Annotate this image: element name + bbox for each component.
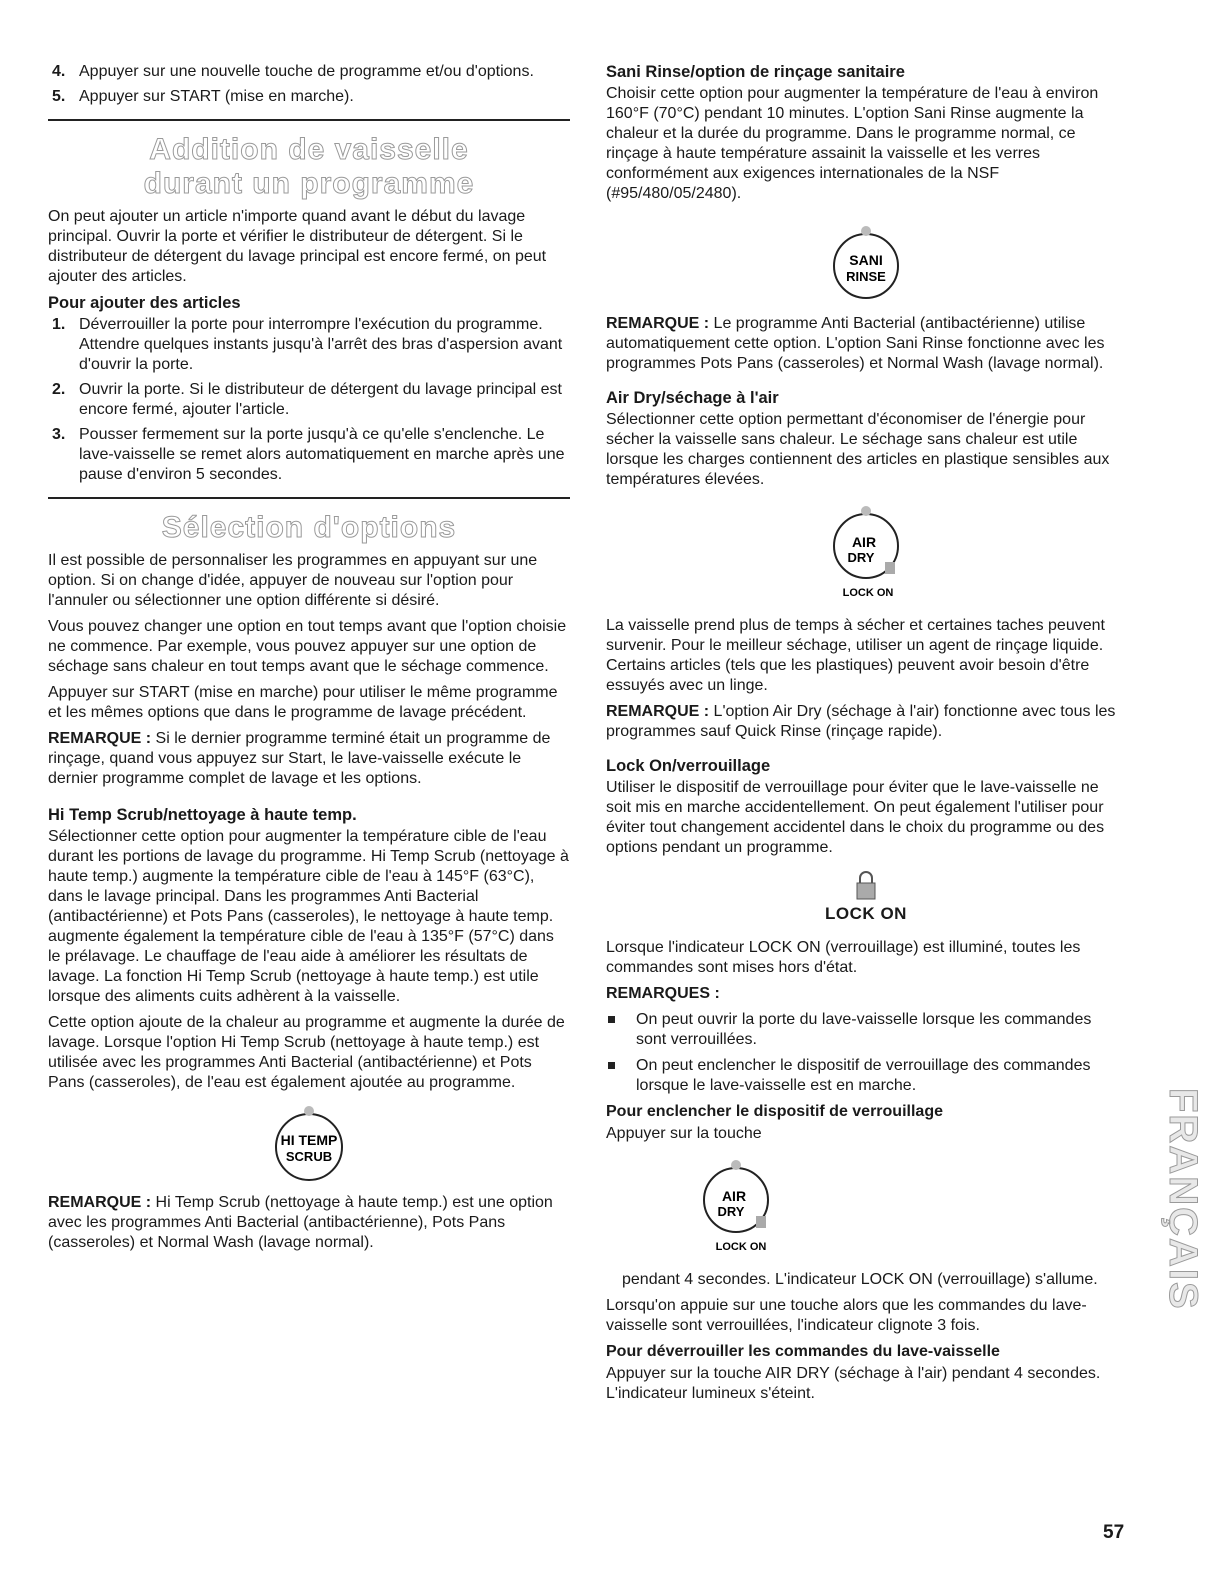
list-item: On peut ouvrir la porte du lave-vaisselle lorsque les commandes sont verrouillées.	[606, 1010, 1126, 1050]
subheading: Sani Rinse/option de rinçage sanitaire	[606, 63, 905, 81]
paragraph: Sélectionner cette option pour augmenter la température cible de l'eau durant les portions de lavage du programme. Hi Temp Scrub (nettoyage à haute temp.) augmente la température cible de l'eau à 145°F (63°C), dans le lavage principal. Dans les programmes Anti Bacterial (antibactérienne) et Pots Pans (casseroles), le nettoyage à haute temp. augmente également la température cible de l'eau à 135°F (57°C) dans le prélavage. Le chauffage de l'eau aide à améliorer les résultats de lavage. La fonction Hi Temp Scrub (nettoyage à haute temp.) est utile lorsque des aliments cuits adhèrent à la vaisselle.	[48, 828, 569, 1005]
list-item: 2. Ouvrir la porte. Si le distributeur de détergent du lavage principal est encore fermé, ajouter l'article.	[52, 381, 562, 418]
svg-text:AIR: AIR	[851, 534, 877, 550]
subheading: Air Dry/séchage à l'air	[606, 389, 779, 407]
paragraph: Appuyer sur la touche	[606, 1125, 762, 1142]
page-number: 57	[1103, 1522, 1125, 1543]
subheading: Pour ajouter des articles	[48, 294, 241, 312]
bullet-icon	[608, 1016, 615, 1023]
list-item: 1. Déverrouiller la porte pour interrompre l'exécution du programme. Attendre quelques instants jusqu'à l'arrêt des bras d'aspersion avant d'ouvrir la porte.	[52, 316, 563, 373]
subheading: Pour enclencher le dispositif de verrouillage	[606, 1103, 943, 1120]
paragraph: Choisir cette option pour augmenter la température de l'eau à environ 160°F (70°C) pendant 10 minutes. L'option Sani Rinse augmente la chaleur et la durée du programme. Dans le programme normal, ce rinçage à haute température assainit la vaisselle et les verres conformément aux exigences internationales de la NSF (#95/480/05/2480).	[606, 85, 1099, 202]
remarques-list	[606, 1010, 1126, 1096]
paragraph: Appuyer sur START (mise en marche) pour utiliser le même programme et les mêmes options que dans le programme de lavage précédent.	[48, 684, 558, 721]
air-dry-icon	[606, 504, 1126, 604]
svg-text:RINSE: RINSE	[846, 269, 886, 284]
section-divider	[48, 497, 570, 499]
lock-icon	[606, 868, 1126, 902]
subheading: Hi Temp Scrub/nettoyage à haute temp.	[48, 806, 357, 824]
paragraph: On peut ajouter un article n'importe quand avant le début du lavage principal. Ouvrir la porte et vérifier le distributeur de détergent. Si le distributeur de détergent du lavage principal est encore fermé, on peut ajouter des articles.	[48, 208, 547, 285]
svg-text:AIR: AIR	[721, 1188, 747, 1204]
svg-text:SCRUB: SCRUB	[285, 1149, 333, 1164]
list-item: 4. Appuyer sur une nouvelle touche de programme et/ou d'options.	[52, 63, 534, 80]
paragraph: Vous pouvez changer une option en tout temps avant que l'option choisie ne commence. Par exemple, vous pouvez appuyer sur une option de séchage sans chaleur en tout temps avant que le séchage commence.	[48, 618, 567, 675]
subheading: Pour déverrouiller les commandes du lave-vaisselle	[606, 1343, 1000, 1360]
section-divider	[48, 119, 570, 121]
svg-text:DRY: DRY	[717, 1204, 745, 1219]
paragraph: pendant 4 secondes. L'indicateur LOCK ON (verrouillage) s'allume.	[622, 1271, 1098, 1288]
paragraph: Utiliser le dispositif de verrouillage pour éviter que le lave-vaisselle ne soit mis en marche accidentellement. On peut également l'utiliser pour éviter tout changement accidentel dans le choix du programme ou des options pendant un programme.	[606, 779, 1105, 856]
hi-temp-scrub-icon	[48, 1103, 570, 1183]
add-steps	[48, 315, 570, 485]
list-item: 3. Pousser fermement sur la porte jusqu'à ce qu'elle s'enclenche. Le lave-vaisselle se remet alors automatiquement en marche après une pause d'environ 5 secondes.	[52, 426, 565, 483]
svg-text:DRY: DRY	[847, 550, 875, 565]
note: REMARQUE : Hi Temp Scrub (nettoyage à haute temp.) est une option avec les programmes Anti Bacterial (antibactérienne), Pots Pans (casseroles) et Normal Wash (lavage normal).	[48, 1194, 553, 1251]
note: REMARQUE : Si le dernier programme terminé était un programme de rinçage, quand vous appuyez sur Start, le lave-vaisselle exécute le dernier programme complet de lavage et les options.	[48, 730, 551, 787]
left-column	[48, 62, 570, 1259]
svg-text:LOCK ON: LOCK ON	[715, 1241, 767, 1253]
paragraph: Lorsqu'on appuie sur une touche alors que les commandes du lave-vaisselle sont verrouillées, l'indicateur clignote 3 fois.	[606, 1297, 1087, 1334]
air-dry-lock-icon	[606, 1158, 1126, 1258]
side-language-label	[1150, 1080, 1205, 1340]
paragraph: La vaisselle prend plus de temps à sécher et certaines taches peuvent survenir. Pour le meilleur séchage, utiliser un agent de rinçage liquide. Certains articles (tels que les plastiques) peuvent avoir besoin d'être essuyés avec un linge.	[606, 617, 1105, 694]
note: REMARQUE : Le programme Anti Bacterial (antibactérienne) utilise automatiquement cette option. L'option Sani Rinse fonctionne avec les programmes Pots Pans (casseroles) et Normal Wash (lavage normal).	[606, 315, 1105, 372]
sani-rinse-icon	[606, 222, 1126, 300]
bullet-icon	[608, 1062, 615, 1069]
lock-on-label: LOCK ON	[825, 904, 907, 923]
intro-steps	[48, 62, 570, 107]
right-column	[606, 62, 1126, 1410]
paragraph: Il est possible de personnaliser les programmes en appuyant sur une option. Si on change d'idée, appuyer de nouveau sur l'option pour l'annuler ou sélectionner une option différente si désiré.	[48, 552, 538, 609]
list-item: On peut enclencher le dispositif de verrouillage des commandes lorsque le lave-vaisselle est en marche.	[606, 1056, 1126, 1096]
section-title-selection: Sélection d'options	[161, 511, 457, 544]
paragraph: Appuyer sur la touche AIR DRY (séchage à l'air) pendant 4 secondes. L'indicateur lumineux s'éteint.	[606, 1365, 1101, 1402]
list-item: 5. Appuyer sur START (mise en marche).	[52, 88, 354, 105]
subheading: Lock On/verrouillage	[606, 757, 771, 775]
paragraph: Sélectionner cette option permettant d'économiser de l'énergie pour sécher la vaisselle sans chaleur. Le séchage sans chaleur est utile lorsque les charges contiennent des articles en plastique sensibles aux températures élevées.	[606, 411, 1110, 488]
paragraph: Cette option ajoute de la chaleur au programme et augmente la durée de lavage. Lorsque l'option Hi Temp Scrub (nettoyage à haute temp.) est utilisée avec les programmes Anti Bacterial (antibactérienne) et Pots Pans (casseroles), de l'eau est également ajoutée au programme.	[48, 1014, 565, 1091]
note: REMARQUE : L'option Air Dry (séchage à l'air) fonctionne avec tous les programmes sauf Quick Rinse (rinçage rapide).	[606, 703, 1116, 740]
svg-text:LOCK ON: LOCK ON	[842, 587, 894, 599]
paragraph: Lorsque l'indicateur LOCK ON (verrouillage) est illuminé, toutes les commandes sont mises hors d'état.	[606, 939, 1081, 976]
section-title-add: Addition de vaisselle durant un programme	[143, 133, 475, 200]
svg-text:HI TEMP: HI TEMP	[280, 1132, 338, 1148]
svg-text:FRANÇAIS: FRANÇAIS	[1161, 1088, 1205, 1311]
remarques-label: REMARQUES :	[606, 985, 720, 1002]
svg-text:SANI: SANI	[849, 252, 883, 268]
